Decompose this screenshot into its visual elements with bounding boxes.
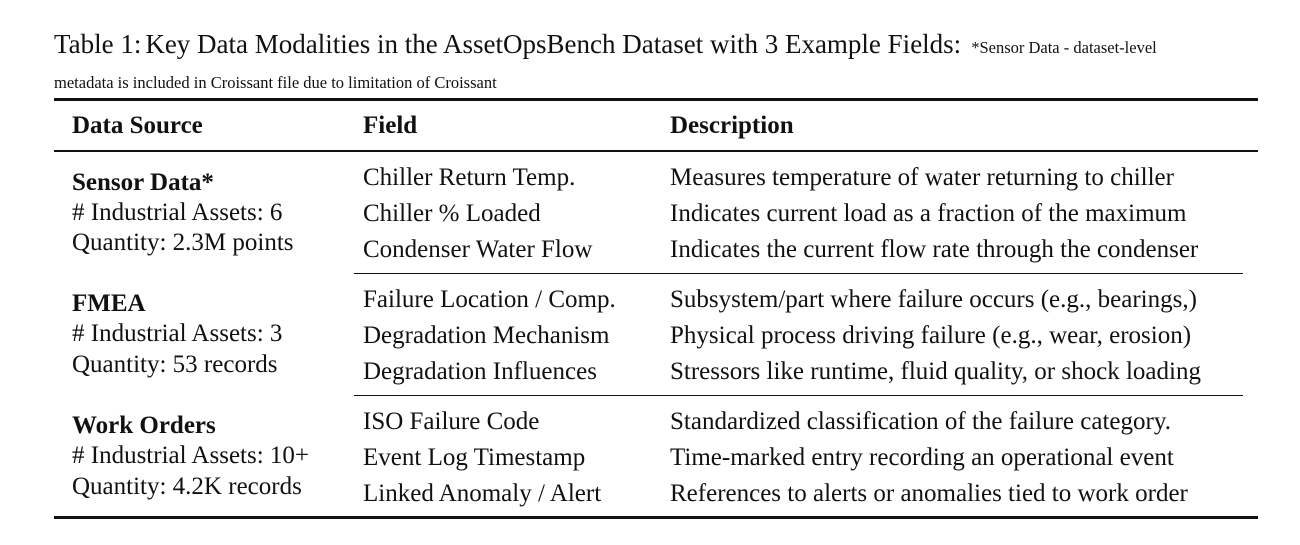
- source-assets: # Industrial Assets: 3: [72, 320, 283, 347]
- source-title: FMEA: [72, 290, 146, 317]
- top-rule: [54, 98, 1258, 101]
- description-cell: Indicates the current flow rate through the condenser: [670, 236, 1199, 263]
- description-cell: Time-marked entry recording an operational event: [670, 444, 1174, 471]
- caption-title: Key Data Modalities in the AssetOpsBench Dataset with 3 Example Fields:: [145, 29, 962, 59]
- source-quantity: Quantity: 4.2K records: [72, 473, 302, 500]
- source-quantity: Quantity: 53 records: [72, 351, 278, 378]
- caption-note: *Sensor Data - dataset-level: [971, 38, 1157, 57]
- field-cell: ISO Failure Code: [363, 408, 540, 435]
- field-cell: Degradation Influences: [363, 358, 597, 385]
- description-cell: Stressors like runtime, fluid quality, or shock loading: [670, 358, 1201, 385]
- bottom-rule: [54, 516, 1258, 519]
- field-cell: Chiller % Loaded: [363, 200, 541, 227]
- caption-note-continued: metadata is included in Croissant file due to limitation of Croissant: [54, 73, 497, 92]
- table-caption: [54, 29, 1157, 60]
- description-cell: Measures temperature of water returning to chiller: [670, 164, 1174, 191]
- field-cell: Linked Anomaly / Alert: [363, 480, 602, 507]
- description-cell: References to alerts or anomalies tied to work order: [670, 480, 1188, 507]
- header-data-source: Data Source: [72, 112, 203, 139]
- source-assets: # Industrial Assets: 6: [72, 199, 283, 226]
- description-cell: Physical process driving failure (e.g., wear, erosion): [670, 322, 1192, 349]
- header-field: Field: [363, 112, 418, 139]
- field-cell: Failure Location / Comp.: [363, 286, 616, 313]
- field-cell: Condenser Water Flow: [363, 236, 593, 263]
- field-cell: Degradation Mechanism: [363, 322, 610, 349]
- group-divider: [354, 395, 1243, 396]
- field-cell: Event Log Timestamp: [363, 444, 586, 471]
- description-cell: Indicates current load as a fraction of the maximum: [670, 200, 1187, 227]
- group-divider: [354, 273, 1243, 274]
- header-description: Description: [670, 112, 794, 139]
- source-title: Sensor Data*: [72, 169, 214, 196]
- description-cell: Standardized classification of the failure category.: [670, 408, 1171, 435]
- field-cell: Chiller Return Temp.: [363, 164, 576, 191]
- description-cell: Subsystem/part where failure occurs (e.g., bearings,): [670, 286, 1197, 313]
- source-title: Work Orders: [72, 412, 216, 439]
- source-assets: # Industrial Assets: 10+: [72, 442, 310, 469]
- caption-label: Table 1:: [54, 29, 142, 59]
- header-rule: [54, 150, 1258, 152]
- source-quantity: Quantity: 2.3M points: [72, 229, 294, 256]
